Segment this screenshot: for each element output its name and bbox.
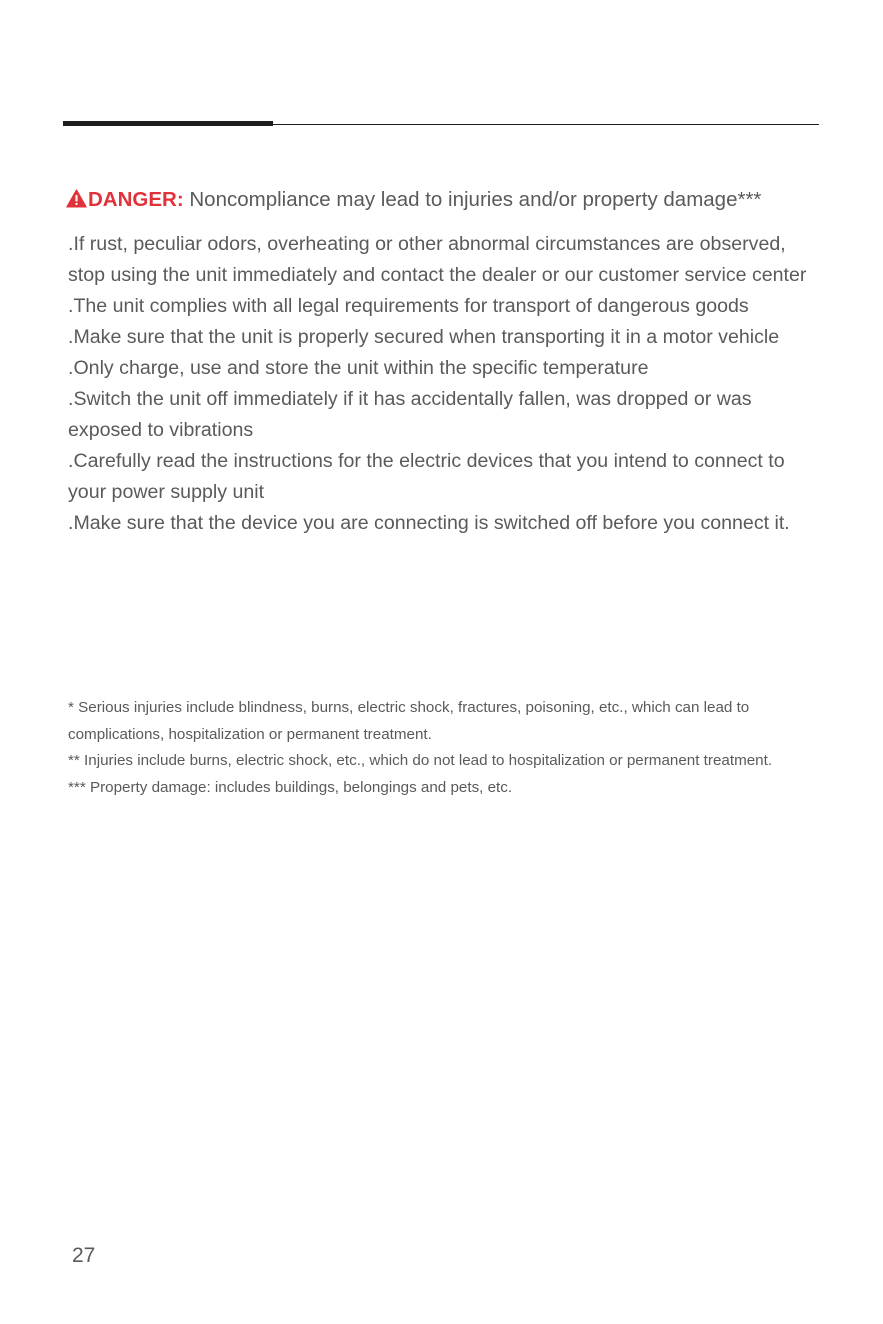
instruction-item: .Switch the unit off immediately if it has accidentally fallen, was dropped or was exposed to vibrations	[68, 388, 752, 441]
warning-triangle-icon	[66, 189, 87, 208]
instruction-item: .Make sure that the device you are connecting is switched off before you connect it.	[68, 512, 790, 534]
danger-heading	[66, 185, 826, 215]
instruction-item: .Carefully read the instructions for the electric devices that you intend to connect to your power supply unit	[68, 450, 785, 503]
footnote-serious-injuries: * Serious injuries include blindness, burns, electric shock, fractures, poisoning, etc., which can lead to complications, hospitalization or permanent treatment.	[68, 699, 750, 743]
instruction-item: .Only charge, use and store the unit within the specific temperature	[68, 357, 649, 379]
instruction-item: .The unit complies with all legal requirements for transport of dangerous goods	[68, 295, 749, 317]
footnote-property-damage: *** Property damage: includes buildings, belongings and pets, etc.	[68, 779, 513, 797]
page-number: 27	[72, 1244, 96, 1267]
danger-label: DANGER:	[88, 188, 184, 211]
danger-text: Noncompliance may lead to injuries and/or property damage***	[183, 188, 762, 211]
footnote-injuries: ** Injuries include burns, electric shock, etc., which do not lead to hospitalization or permanent treatment.	[68, 752, 773, 770]
safety-instructions-list	[68, 229, 818, 539]
instruction-item: .Make sure that the unit is properly secured when transporting it in a motor vehicle	[68, 326, 780, 348]
instruction-item: .If rust, peculiar odors, overheating or other abnormal circumstances are observed, stop using the unit immediately and contact the dealer or our customer service center	[68, 233, 807, 286]
header-accent-bar	[63, 121, 273, 126]
footnotes	[68, 695, 808, 802]
